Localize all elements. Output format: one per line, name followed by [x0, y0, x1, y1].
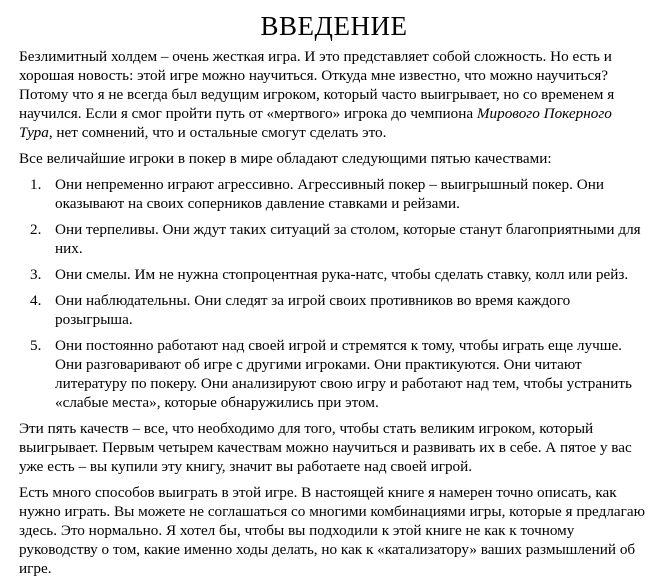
list-text: Они терпеливы. Они ждут таких ситуаций за столом, которые станут благоприятными для них. — [55, 221, 641, 257]
page-title: ВВЕДЕНИЕ — [260, 11, 408, 41]
list-number: 3. — [30, 266, 42, 283]
intro-text: Безлимитный холдем – очень жесткая игра. И это представляет собой сложность. Но есть и хорошая новость: этой игре можно научиться. Откуда мне известно, что можно научиться? Потому что я не всегда был ведущим игроком, который часто выигрывает, но со временем я научился. Если я смог пройти путь от «мертвого» игрока до чемпиона — [19, 48, 615, 122]
tour-name: Мирового Покерного Тура — [19, 105, 612, 141]
list-number: 5. — [30, 337, 42, 354]
qualities-list — [19, 175, 649, 412]
list-text: Они наблюдательны. Они следят за игрой своих противников во время каждого розыгрыша. — [55, 292, 571, 328]
document-page — [19, 10, 649, 585]
list-item — [19, 291, 649, 329]
list-item — [19, 336, 649, 412]
qualities-intro: Все величайшие игроки в покер в мире обладают следующими пятью качествами: — [19, 150, 552, 167]
list-item — [19, 265, 649, 284]
intro-paragraph — [19, 47, 649, 142]
closing-paragraph: Есть много способов выиграть в этой игре. В настоящей книге я намерен точно описать, как нужно играть. Вы можете не соглашаться со многими комбинациями игры, которые я предлагаю здесь. Это нормально. Я хотел бы, чтобы вы подходили к этой книге не как к точному руководству о том, какие именно ходы делать, но как к «катализатору» ваших размышлений об игре. — [19, 484, 645, 577]
list-item — [19, 175, 649, 213]
list-text: Они смелы. Им не нужна стопроцентная рука-натс, чтобы сделать ставку, колл или рейз. — [55, 266, 629, 283]
list-item — [19, 220, 649, 258]
intro-text-end: , нет сомнений, что и остальные смогут сделать это. — [48, 124, 387, 141]
list-text: Они постоянно работают над своей игрой и стремятся к тому, чтобы играть еще лучше. Они разговаривают об игре с другими игроками. Они практикуются. Они читают литературу по покеру. Они анализируют свою игру и работают над тем, чтобы устранить «слабые места», которые обнаружились при этом. — [55, 337, 632, 411]
list-number: 1. — [30, 176, 42, 193]
list-number: 2. — [30, 221, 42, 238]
summary-paragraph: Эти пять качеств – все, что необходимо для того, чтобы стать великим игроком, который выигрывает. Первым четырем качествам можно научиться и развивать их в себе. А пятое у вас уже есть – вы купили эту книгу, значит вы работаете над своей игрой. — [19, 420, 632, 475]
list-number: 4. — [30, 292, 42, 309]
list-text: Они непременно играют агрессивно. Агрессивный покер – выигрышный покер. Они оказывают на своих соперников давление ставками и рейзами. — [55, 176, 604, 212]
